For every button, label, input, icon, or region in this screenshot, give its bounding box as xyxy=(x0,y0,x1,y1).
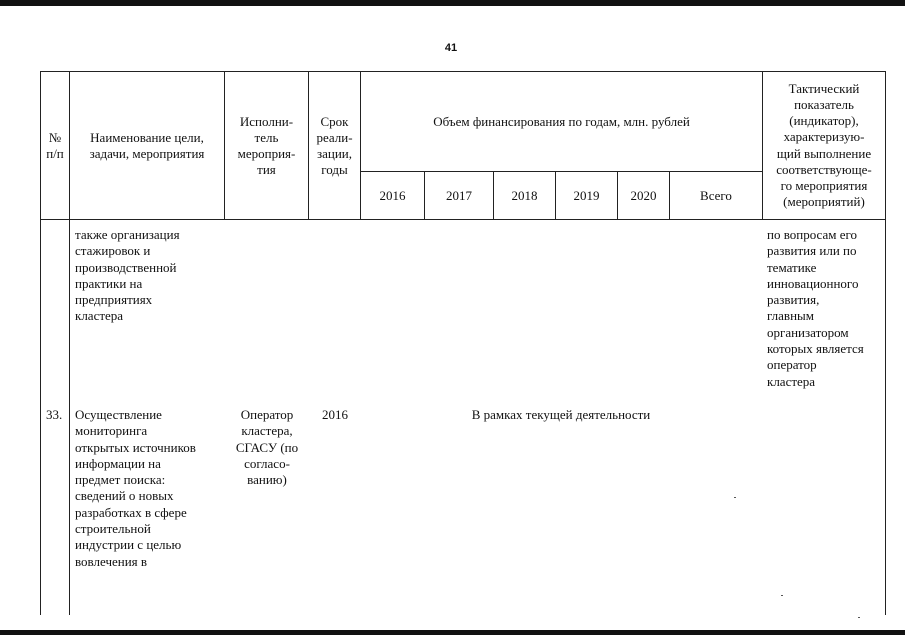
header-year-2019: 2019 xyxy=(555,171,617,220)
continuation-name: также организация стажировок и производственной практики на предприятиях кластера xyxy=(75,227,180,324)
header-year-2017: 2017 xyxy=(424,171,493,220)
row-term: 2016 xyxy=(322,407,348,422)
header-financing: Объем финансирования по годам, млн. рублей xyxy=(360,71,762,171)
header-number: № п/п xyxy=(40,71,69,220)
scan-speck xyxy=(734,497,736,498)
scan-speck xyxy=(781,595,783,596)
header-year-2016: 2016 xyxy=(360,171,424,220)
row-financing: В рамках текущей деятельности xyxy=(471,407,651,422)
row-executor: Оператор кластера, СГАСУ (по согласо- ванию) xyxy=(235,407,299,488)
header-year-2018: 2018 xyxy=(493,171,555,220)
row-number: 33. xyxy=(46,407,63,422)
header-indicator: Тактический показатель (индикатор), характеризую- щий выполнение соответствующе- го мероприятия (мероприятий) xyxy=(762,71,886,220)
header-name: Наименование цели, задачи, мероприятия xyxy=(69,71,224,220)
header-executor: Исполни- тель мероприя- тия xyxy=(224,71,308,220)
column-border-left xyxy=(40,220,41,615)
page-number: 41 xyxy=(444,42,458,54)
header-term: Срок реали- зации, годы xyxy=(308,71,360,220)
header-year-2020: 2020 xyxy=(617,171,669,220)
continuation-indicator: по вопросам его развития или по тематике инновационного развития, главным организатором которых является оператор кластера xyxy=(767,227,864,389)
row-name: Осуществление мониторинга открытых источников информации на предмет поиска: сведений о новых разработках в сфере строительной индустрии с целью вовлечения в xyxy=(75,407,196,569)
bottom-border-rule xyxy=(0,630,905,635)
top-border-rule xyxy=(0,0,905,6)
scan-speck xyxy=(858,617,860,618)
header-total: Всего xyxy=(669,171,762,220)
